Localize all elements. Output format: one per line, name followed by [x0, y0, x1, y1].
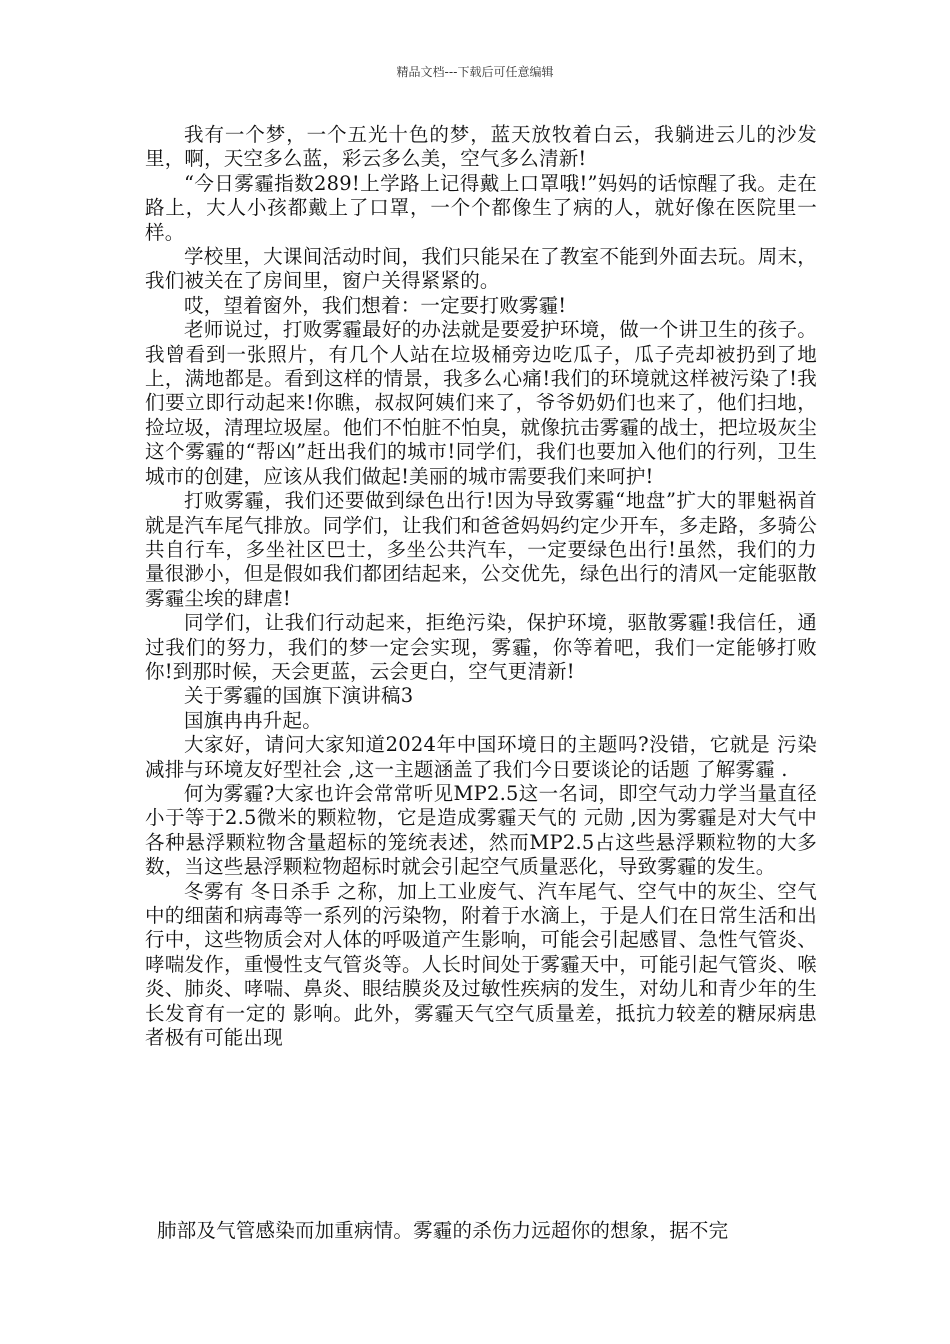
paragraph: 学校里，大课间活动时间，我们只能呆在了教室不能到外面去玩。周末，我们被关在了房间里，窗户关得紧紧的。 — [145, 245, 817, 293]
paragraph: 大家好，请问大家知道2024年中国环境日的主题吗?没错，它就是 污染减排与环境友好型社会 ,这一主题涵盖了我们今日要谈论的话题 了解雾霾 . — [145, 733, 817, 781]
paragraph: 冬雾有 冬日杀手 之称，加上工业废气、汽车尾气、空气中的灰尘、空气中的细菌和病毒等一系列的污染物，附着于水滴上，于是人们在日常生活和出行中，这些物质会对人体的呼吸道产生影响，可能会引起感冒、急性气管炎、哮喘发作，重慢性支气管炎等。人长时间处于雾霾天中，可能引起气管炎、喉炎、肺炎、哮喘、鼻炎、眼结膜炎及过敏性疾病的发生，对幼儿和青少年的生长发育有一定的 影响。此外，雾霾天气空气质量差，抵抗力较差的糖尿病患者极有可能出现 — [145, 879, 817, 1050]
paragraph: 何为雾霾?大家也许会常常听见MP2.5这一名词，即空气动力学当量直径小于等于2.5微米的颗粒物，它是造成雾霾天气的 元勋 ,因为雾霾是对大气中各种悬浮颗粒物含量超标的笼统表述，然而MP2.5占这些悬浮颗粒物的大多数，当这些悬浮颗粒物超标时就会引起空气质量恶化，导致雾霾的发生。 — [145, 781, 817, 879]
paragraph: “今日雾霾指数289!上学路上记得戴上口罩哦!”妈妈的话惊醒了我。走在路上，大人小孩都戴上了口罩，一个个都像生了病的人，就好像在医院里一样。 — [145, 171, 817, 244]
page-header: 精品文档---下载后可任意编辑 — [396, 65, 554, 79]
paragraph: 打败雾霾，我们还要做到绿色出行!因为导致雾霾“地盘”扩大的罪魁祸首就是汽车尾气排放。同学们，让我们和爸爸妈妈约定少开车，多走路，多骑公共自行车，多坐社区巴士，多坐公共汽车，一定要绿色出行!虽然，我们的力量很渺小，但是假如我们都团结起来，公交优先，绿色出行的清风一定能驱散雾霾尘埃的肆虐! — [145, 489, 817, 610]
paragraph: 老师说过，打败雾霾最好的办法就是要爱护环境，做一个讲卫生的孩子。我曾看到一张照片，有几个人站在垃圾桶旁边吃瓜子，瓜子壳却被扔到了地上，满地都是。看到这样的情景，我多么心痛!我们的环境就这样被污染了!我们要立即行动起来!你瞧，叔叔阿姨们来了，爷爷奶奶们也来了，他们扫地，捡垃圾，清理垃圾屋。他们不怕脏不怕臭，就像抗击雾霾的战士，把垃圾灰尘这个雾霾的“帮凶”赶出我们的城市!同学们，我们也要加入他们的行列，卫生城市的创建，应该从我们做起!美丽的城市需要我们来呵护! — [145, 318, 817, 488]
paragraph: 同学们，让我们行动起来，拒绝污染，保护环境，驱散雾霾!我信任，通过我们的努力，我们的梦一定会实现，雾霾，你等着吧，我们一定能够打败你!到那时候，天会更蓝，云会更白，空气更清新! — [145, 611, 817, 683]
paragraph: 国旗冉冉升起。 — [184, 708, 322, 732]
continued-paragraph: 肺部及气管感染而加重病情。雾霾的杀伤力远超你的想象，据不完 — [157, 1219, 729, 1242]
section-title: 关于雾霾的国旗下演讲稿3 — [184, 684, 414, 708]
document-body — [145, 123, 817, 1050]
paragraph: 哎，望着窗外，我们想着：一定要打败雾霾! — [184, 293, 567, 317]
paragraph: 我有一个梦，一个五光十色的梦，蓝天放牧着白云，我躺进云儿的沙发里，啊，天空多么蓝，彩云多么美，空气多么清新! — [145, 123, 817, 171]
